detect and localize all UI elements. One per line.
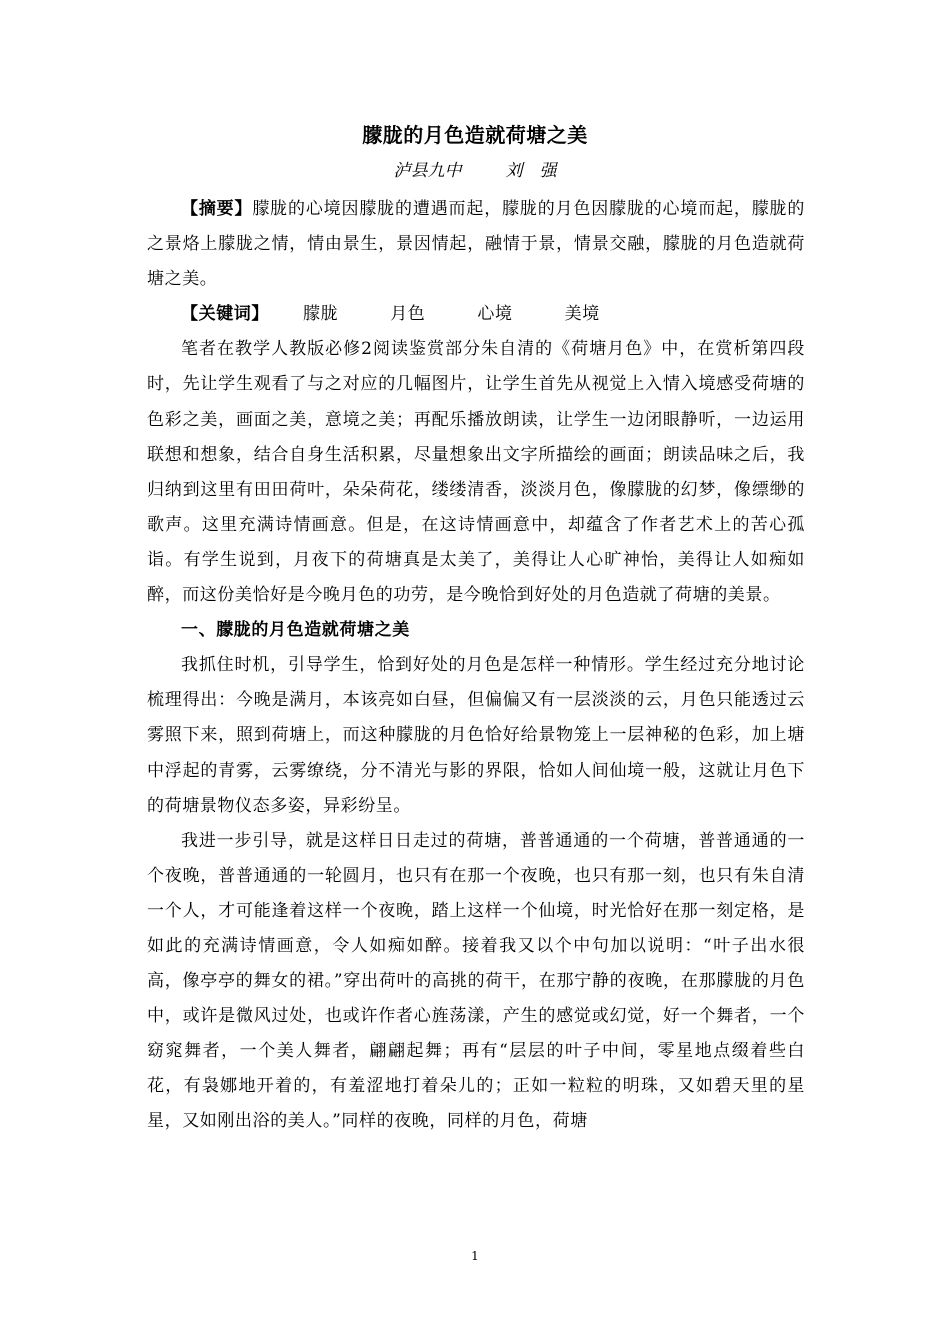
- keyword-item: 美境: [564, 304, 600, 325]
- body-paragraph: 我进一步引导，就是这样日日走过的荷塘，普普通通的一个荷塘，普普通通的一个夜晚，普普通通的一轮圆月，也只有在那一个夜晚，也只有那一刻，也只有朱自清一个人，才可能逢着这样一个夜晚，踏上这样一个仙境，时光恰好在那一刻定格，是如此的充满诗情画意，令人如痴如醉。接着我又以个中句加以说明：“叶子出水很高，像亭亭的舞女的裙。”穿出荷叶的高挑的荷干，在那宁静的夜晚，在那朦胧的月色中，或许是微风过处，也或许作者心旌荡漾，产生的感觉或幻觉，好一个舞者，一个窈窕舞者，一个美人舞者，翩翩起舞；再有“层层的叶子中间，零星地点缀着些白花，有袅娜地开着的，有羞涩地打着朵儿的；正如一粒粒的明珠，又如碧天里的星星，又如刚出浴的美人。”同样的夜晚，同样的月色，荷塘: [147, 830, 805, 1132]
- body-paragraph: 我抓住时机，引导学生，恰到好处的月色是怎样一种情形。学生经过充分地讨论梳理得出：今晚是满月，本该亮如白昼，但偏偏又有一层淡淡的云，月色只能透过云雾照下来，照到荷塘上，而这种朦胧的月色恰好给景物笼上一层神秘的色彩，加上塘中浮起的青雾，云雾缭绕，分不清光与影的界限，恰如人间仙境一般，这就让月色下的荷塘景物仪态多姿，异彩纷呈。: [147, 655, 805, 816]
- author-school: 泸县九中: [393, 161, 462, 181]
- abstract-text: 朦胧的心境因朦胧的遭遇而起，朦胧的月色因朦胧的心境而起，朦胧的之景烙上朦胧之情，情由景生，景因情起，融情于景，情景交融，朦胧的月色造就荷塘之美。: [147, 199, 805, 290]
- keywords-paragraph: [147, 297, 805, 332]
- keyword-item: 心境: [477, 304, 513, 325]
- page-number: 1: [471, 1249, 479, 1263]
- keyword-item: 月色: [390, 304, 426, 325]
- section-heading: 一、朦胧的月色造就荷塘之美: [181, 620, 410, 641]
- keyword-item: 朦胧: [303, 304, 339, 325]
- keywords-label: 【关键词】: [181, 304, 269, 325]
- document-body: [147, 192, 805, 1140]
- abstract-paragraph: [147, 192, 805, 297]
- document-title: 朦胧的月色造就荷塘之美: [362, 123, 588, 147]
- author-line: [0, 158, 950, 184]
- abstract-label: 【摘要】: [181, 199, 253, 219]
- body-paragraph: 笔者在教学人教版必修2阅读鉴赏部分朱自清的《荷塘月色》中，在赏析第四段时，先让学生观看了与之对应的几幅图片，让学生首先从视觉上入情入境感受荷塘的色彩之美，画面之美，意境之美；再配乐播放朗读，让学生一边闭眼静听，一边运用联想和想象，结合自身生活积累，尽量想象出文字所描绘的画面；朗读品味之后，我归纳到这里有田田荷叶，朵朵荷花，缕缕清香，淡淡月色，像朦胧的幻梦，像缥缈的歌声。这里充满诗情画意。但是，在这诗情画意中，却蕴含了作者艺术上的苦心孤诣。有学生说到，月夜下的荷塘真是太美了，美得让人心旷神怡，美得让人如痴如醉，而这份美恰好是今晚月色的功劳，是今晚恰到好处的月色造就了荷塘的美景。: [147, 339, 805, 606]
- author-name: 刘 强: [505, 161, 557, 181]
